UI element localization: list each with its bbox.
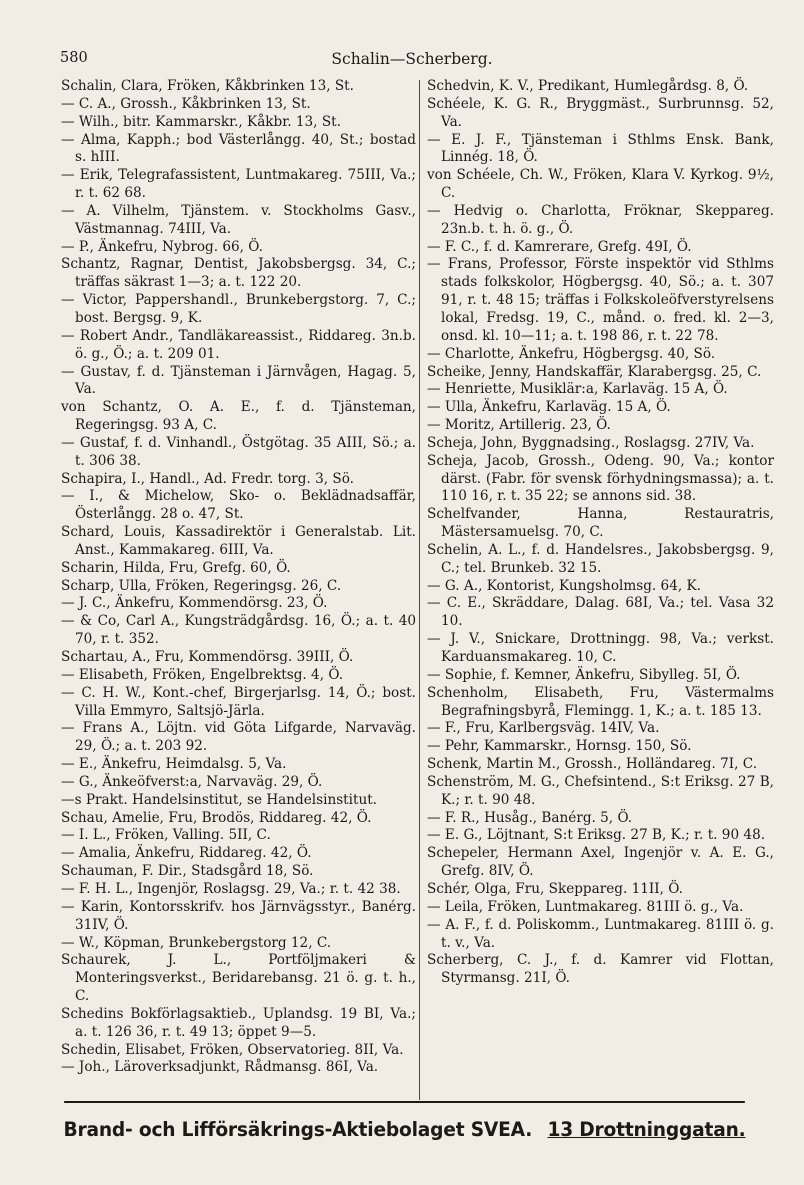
directory-entry: — I. L., Fröken, Valling. 5II, C. <box>61 827 271 844</box>
directory-entry: — Leila, Fröken, Luntmakareg. 81III ö. g., Va. <box>427 898 744 915</box>
directory-entry: — Frans, Professor, Förste inspektör vid Sthlms stads folkskolor, Högbergsg. 40, Sö.; a. t. 307 91, r. t. 48 15; träffas i Folkskoleöfverstyrelsens lokal, Fredsg. 19, C., månd. o. fred. kl. 2—3, onsd. kl. 10—11; a. t. 198 86, r. t. 22 78. <box>427 256 774 344</box>
directory-entry: Schéele, K. G. R., Bryggmäst., Surbrunnsg. 52, Va. <box>427 95 774 130</box>
directory-entry: — P., Änkefru, Nybrog. 66, Ö. <box>61 238 263 255</box>
directory-entry: — G. A., Kontorist, Kungsholmsg. 64, K. <box>427 577 701 594</box>
directory-entry: Scheja, Jacob, Grossh., Odeng. 90, Va.; kontor därst. (Fabr. för svensk förhydningsmassa); a. t. 110 16, r. t. 35 22; se annons sid. 38. <box>427 452 774 505</box>
directory-entry: — Hedvig o. Charlotta, Fröknar, Skeppareg. 23n.b. t. h. ö. g., Ö. <box>427 202 774 237</box>
directory-entry: Schedvin, K. V., Predikant, Humlegårdsg. 8, Ö. <box>427 78 749 94</box>
directory-entry: — A. F., f. d. Poliskomm., Luntmakareg. 81III ö. g. t. v., Va. <box>427 916 774 951</box>
directory-entry: — Gustaf, f. d. Vinhandl., Östgötag. 35 AIII, Sö.; a. t. 306 38. <box>61 434 416 469</box>
directory-entry: Scheja, John, Byggnadsing., Roslagsg. 27IV, Va. <box>427 434 755 451</box>
directory-entry: Scharp, Ulla, Fröken, Regeringsg. 26, C. <box>61 577 342 594</box>
directory-entry: — Henriette, Musiklär:a, Karlaväg. 15 A, Ö. <box>427 381 728 398</box>
directory-entry: Schelin, A. L., f. d. Handelsres., Jakobsbergsg. 9, C.; tel. Brunkeb. 32 15. <box>427 541 774 576</box>
advert-address: 13 Drottninggatan. <box>547 1117 746 1141</box>
directory-entry: Schér, Olga, Fru, Skeppareg. 11II, Ö. <box>427 880 683 897</box>
directory-entry: — F. R., Husåg., Banérg. 5, Ö. <box>427 809 633 826</box>
directory-entry: — F. C., f. d. Kamrerare, Grefg. 49I, Ö. <box>427 238 692 255</box>
directory-entry: von Schantz, O. A. E., f. d. Tjänsteman, Regeringsg. 93 A, C. <box>61 399 416 434</box>
directory-entry: — I., & Michelow, Sko- o. Beklädnadsaffär, Österlångg. 28 o. 47, St. <box>61 488 416 523</box>
directory-entry: Schelfvander, Hanna, Restauratris, Mästersamuelsg. 70, C. <box>427 506 774 541</box>
directory-entry: — Frans A., Löjtn. vid Göta Lifgarde, Narvaväg. 29, Ö.; a. t. 203 92. <box>61 720 416 755</box>
page-header <box>60 50 764 76</box>
page-number: 580 <box>60 50 88 66</box>
directory-entry: — C. H. W., Kont.-chef, Birgerjarlsg. 14, Ö.; bost. Villa Emmyro, Saltsjö-Järla. <box>61 684 416 719</box>
directory-entry: Schenholm, Elisabeth, Fru, Västermalms Begrafningsbyrå, Flemingg. 1, K.; a. t. 185 13. <box>427 684 774 719</box>
directory-entry: Schepeler, Hermann Axel, Ingenjör v. A. E. G., Grefg. 8IV, Ö. <box>427 845 774 880</box>
left-column <box>61 78 416 1077</box>
directory-entry: — Erik, Telegrafassistent, Luntmakareg. 75III, Va.; r. t. 62 68. <box>61 167 416 202</box>
directory-entry: — Charlotte, Änkefru, Högbergsg. 40, Sö. <box>427 345 716 362</box>
directory-entry: Scharin, Hilda, Fru, Grefg. 60, Ö. <box>61 559 291 576</box>
directory-entry: Scheike, Jenny, Handskaffär, Klarabergsg. 25, C. <box>427 363 762 380</box>
footer-advertisement <box>64 1101 745 1155</box>
directory-entry: Schenk, Martin M., Grossh., Holländareg. 7I, C. <box>427 756 758 773</box>
directory-entry: — W., Köpman, Brunkebergstorg 12, C. <box>61 934 332 951</box>
directory-entry: Schaurek, J. L., Portföljmakeri & Monteringsverkst., Beridarebansg. 21 ö. g. t. h., C. <box>61 952 416 1005</box>
directory-entry: — Karin, Kontorsskrifv. hos Järnvägsstyr., Banérg. 31IV, Ö. <box>61 898 416 933</box>
directory-entry: —s Prakt. Handelsinstitut, se Handelsinstitut. <box>61 791 377 808</box>
directory-entry: — Alma, Kapph.; bod Västerlångg. 40, St.; bostad s. hIII. <box>61 131 416 166</box>
directory-entry: — E. J. F., Tjänsteman i Sthlms Ensk. Bank, Linnég. 18, Ö. <box>427 131 774 166</box>
directory-entry: — G., Änkeöfverst:a, Narvaväg. 29, Ö. <box>61 773 323 790</box>
advert-text: Brand- och Lifförsäkrings-Aktiebolaget SVEA. <box>63 1117 533 1141</box>
right-column <box>427 78 774 988</box>
directory-entry: — Victor, Pappershandl., Brunkebergstorg. 7, C.; bost. Bergsg. 9, K. <box>61 292 416 326</box>
directory-entry: Schedins Bokförlagsaktieb., Uplandsg. 19 BI, Va.; a. t. 126 36, r. t. 49 13; öppet 9—5. <box>61 1005 416 1040</box>
directory-entry: — & Co, Carl A., Kungsträdgårdsg. 16, Ö.; a. t. 40 70, r. t. 352. <box>61 613 416 648</box>
directory-entry: — Sophie, f. Kemner, Änkefru, Sibylleg. 5I, Ö. <box>427 666 741 683</box>
directory-entry: — Pehr, Kammarskr., Hornsg. 150, Sö. <box>427 738 692 755</box>
directory-entry: — C. E., Skräddare, Dalag. 68I, Va.; tel. Vasa 32 10. <box>427 595 774 630</box>
directory-entry: Schartau, A., Fru, Kommendörsg. 39III, Ö. <box>61 649 354 665</box>
directory-entry: — Elisabeth, Fröken, Engelbrektsg. 4, Ö. <box>61 666 344 683</box>
running-head: Schalin—Scherberg. <box>331 50 493 68</box>
directory-entry: — E., Änkefru, Heimdalsg. 5, Va. <box>61 756 287 773</box>
directory-entry: — Wilh., bitr. Kammarskr., Kåkbr. 13, St. <box>61 113 341 130</box>
directory-entry: — Moritz, Artillerig. 23, Ö. <box>427 417 611 434</box>
directory-entry: — J. C., Änkefru, Kommendörsg. 23, Ö. <box>61 595 328 612</box>
directory-entry: Schalin, Clara, Fröken, Kåkbrinken 13, St. <box>61 78 354 94</box>
directory-entry: — Joh., Läroverksadjunkt, Rådmansg. 86I, Va. <box>61 1059 379 1076</box>
directory-entry: Schantz, Ragnar, Dentist, Jakobsbergsg. 34, C.; träffas säkrast 1—3; a. t. 122 20. <box>61 256 416 291</box>
directory-entry: — A. Vilhelm, Tjänstem. v. Stockholms Gasv., Västmannag. 74III, Va. <box>61 202 416 237</box>
directory-entry: — Amalia, Änkefru, Riddareg. 42, Ö. <box>61 845 312 862</box>
column-divider <box>419 80 420 1100</box>
directory-entry: Scherberg, C. J., f. d. Kamrer vid Flottan, Styrmansg. 21I, Ö. <box>427 952 774 987</box>
directory-entry: — F., Fru, Karlbergsväg. 14IV, Va. <box>427 720 660 737</box>
directory-entry: Schauman, F. Dir., Stadsgård 18, Sö. <box>61 863 314 880</box>
directory-entry: — C. A., Grossh., Kåkbrinken 13, St. <box>61 95 311 112</box>
directory-entry: Schau, Amelie, Fru, Brodös, Riddareg. 42, Ö. <box>61 809 372 826</box>
directory-entry: — F. H. L., Ingenjör, Roslagsg. 29, Va.; r. t. 42 38. <box>61 880 401 897</box>
directory-entry: — Robert Andr., Tandläkareassist., Riddareg. 3n.b. ö. g., Ö.; a. t. 209 01. <box>61 327 416 362</box>
directory-entry: Schapira, I., Handl., Ad. Fredr. torg. 3, Sö. <box>61 470 354 487</box>
directory-entry: — J. V., Snickare, Drottningg. 98, Va.; verkst. Karduansmakareg. 10, C. <box>427 631 774 665</box>
directory-entry: Schard, Louis, Kassadirektör i Generalstab. Lit. Anst., Kammakareg. 6III, Va. <box>61 524 416 558</box>
directory-entry: Schenström, M. G., Chefsintend., S:t Eriksg. 27 B, K.; r. t. 90 48. <box>427 773 774 808</box>
directory-entry: — Ulla, Änkefru, Karlaväg. 15 A, Ö. <box>427 399 671 416</box>
directory-entry: — E. G., Löjtnant, S:t Eriksg. 27 B, K.; r. t. 90 48. <box>427 827 766 844</box>
directory-entry: von Schéele, Ch. W., Fröken, Klara V. Kyrkog. 9½, C. <box>427 167 774 202</box>
directory-entry: Schedin, Elisabet, Fröken, Observatorieg. 8II, Va. <box>61 1041 404 1058</box>
directory-entry: — Gustav, f. d. Tjänsteman i Järnvågen, Hagag. 5, Va. <box>61 363 416 398</box>
